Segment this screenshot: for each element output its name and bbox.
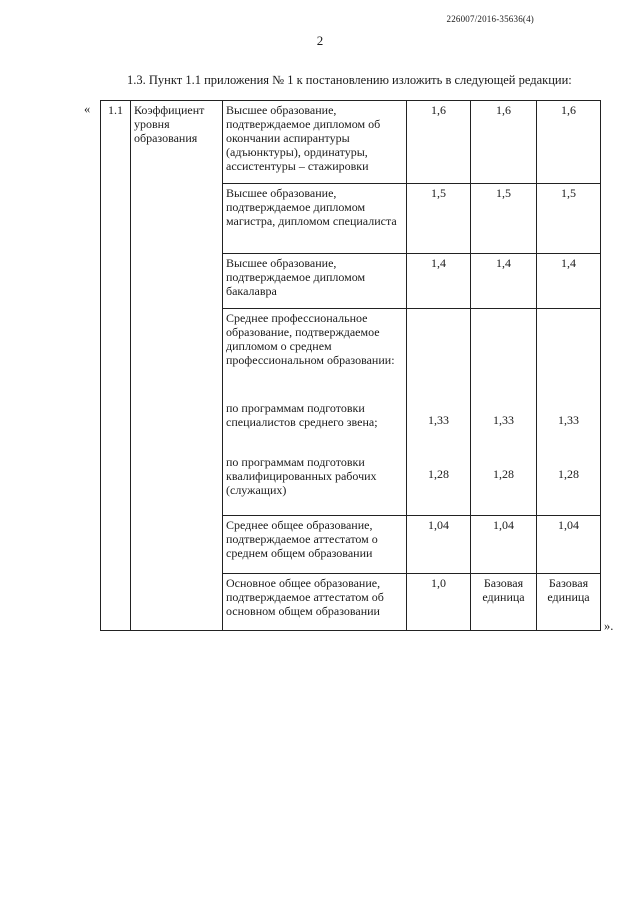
page-number: 2 bbox=[316, 33, 324, 48]
value-cell: 1,4 bbox=[407, 254, 471, 309]
value-cell: 1,5 bbox=[407, 184, 471, 254]
value-cell: 1,0 bbox=[407, 574, 471, 631]
opening-quote: « bbox=[84, 102, 91, 116]
sub-item-description: по программам подготовки специалистов среднего звена; bbox=[226, 401, 378, 429]
value-cell: 1,4 bbox=[537, 254, 601, 309]
document-id: 226007/2016-35636(4) bbox=[446, 14, 534, 24]
row-description: Высшее образование, подтверждаемое дипломом об окончании аспирантуры (адъюнктуры), ординатуры, ассистентуры – стажировки bbox=[223, 101, 407, 184]
coefficient-name-cell: Коэффициент уровня образования bbox=[131, 101, 223, 631]
value-cell: Базовая единица bbox=[471, 574, 537, 631]
row-description bbox=[223, 309, 407, 516]
sub-item-value: 1,33 bbox=[493, 413, 514, 427]
sub-item-description: по программам подготовки квалифицированных рабочих (служащих) bbox=[226, 455, 377, 497]
row-description: Высшее образование, подтверждаемое дипломом бакалавра bbox=[223, 254, 407, 309]
value-cell bbox=[471, 309, 537, 516]
sub-item-value: 1,33 bbox=[428, 413, 449, 427]
value-cell: 1,4 bbox=[471, 254, 537, 309]
table-row bbox=[101, 101, 601, 184]
row-description: Высшее образование, подтверждаемое дипломом магистра, дипломом специалиста bbox=[223, 184, 407, 254]
coefficient-table bbox=[100, 100, 601, 631]
value-cell: 1,04 bbox=[537, 516, 601, 574]
intro-paragraph: 1.3. Пункт 1.1 приложения № 1 к постановлению изложить в следующей редакции: bbox=[127, 73, 572, 87]
item-number-cell: 1.1 bbox=[101, 101, 131, 631]
value-cell: 1,04 bbox=[407, 516, 471, 574]
vocational-education-heading: Среднее профессиональное образование, подтверждаемое дипломом о среднем профессиональном образовании: bbox=[226, 311, 395, 367]
sub-item-value: 1,28 bbox=[558, 467, 579, 481]
sub-item-value: 1,33 bbox=[558, 413, 579, 427]
value-cell bbox=[407, 309, 471, 516]
value-cell: Базовая единица bbox=[537, 574, 601, 631]
value-cell: 1,5 bbox=[471, 184, 537, 254]
row-description: Основное общее образование, подтверждаемое аттестатом об основном общем образовании bbox=[223, 574, 407, 631]
value-cell: 1,6 bbox=[471, 101, 537, 184]
sub-item-value: 1,28 bbox=[493, 467, 514, 481]
value-cell: 1,6 bbox=[537, 101, 601, 184]
closing-quote: ». bbox=[604, 619, 614, 633]
sub-item-value: 1,28 bbox=[428, 467, 449, 481]
value-cell: 1,6 bbox=[407, 101, 471, 184]
value-cell bbox=[537, 309, 601, 516]
value-cell: 1,04 bbox=[471, 516, 537, 574]
value-cell: 1,5 bbox=[537, 184, 601, 254]
row-description: Среднее общее образование, подтверждаемое аттестатом о среднем общем образовании bbox=[223, 516, 407, 574]
